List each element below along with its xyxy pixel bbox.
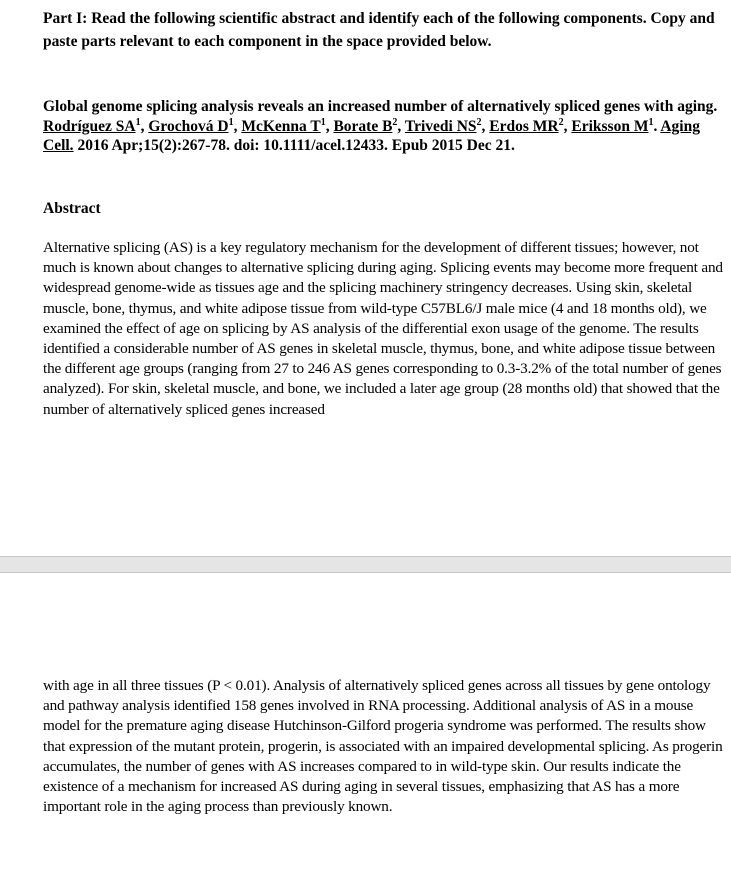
document-page-2 bbox=[0, 573, 731, 871]
author-list: Rodríguez $SA^1$, Grochová $D^1$, McKenna $T^1$, Borate $B^2$, Trivedi $NS^2$, Erdos $MR^2$, Eriksson $M^1$. bbox=[43, 116, 661, 135]
journal-link[interactable]: Aging Cell. bbox=[43, 117, 700, 154]
instructions: Part I: Read the following scientific abstract and identify each of the following components. Copy and paste parts relevant to each component in the space provided below. bbox=[43, 10, 715, 50]
author-affiliation: 1 bbox=[648, 116, 654, 128]
page-break bbox=[0, 556, 731, 573]
author-link[interactable]: Rodríguez SA bbox=[43, 117, 136, 135]
article-title: Global genome splicing analysis reveals an increased number of alternatively spliced genes with aging. bbox=[43, 98, 718, 115]
author-affiliation: 2 bbox=[392, 116, 398, 128]
author-link[interactable]: Trivedi NS bbox=[404, 117, 477, 135]
author-link[interactable]: Erdos MR bbox=[489, 117, 559, 135]
author-link[interactable]: McKenna T bbox=[241, 117, 321, 135]
abstract-heading: Abstract bbox=[43, 200, 101, 217]
article-citation-block bbox=[43, 97, 726, 156]
author-affiliation: 1 bbox=[320, 116, 326, 128]
abstract-text-part-1: Alternative splicing (AS) is a key regulatory mechanism for the development of different tissues; however, not much is known about changes to alternative splicing during aging. Splicing events may become more frequent and widespread genome-wide as tissues age and the splicing machinery stringency decreases. Using skin, skeletal muscle, bone, thymus, and white adipose tissue from wild-type C57BL6/J male mice (4 and 18 months old), we examined the effect of age on splicing by AS analysis of the differential exon usage of the genome. The results identified a considerable number of AS genes in skeletal muscle, thymus, bone, and white adipose tissue between the different age groups (ranging from 27 to 246 AS genes corresponding to 0.3-3.2% of the total number of genes analyzed). For skin, skeletal muscle, and bone, we included a later age group (28 months old) that showed that the number of alternatively spliced genes increased bbox=[43, 239, 723, 418]
citation-details: 2016 Apr;15(2):267-78. doi: 10.1111/acel.12433. Epub 2015 Dec 21. bbox=[73, 137, 515, 154]
author-link[interactable]: Eriksson M bbox=[571, 117, 649, 135]
author-affiliation: 2 bbox=[476, 116, 482, 128]
author-link[interactable]: Borate B bbox=[333, 117, 393, 135]
author-affiliation: 2 bbox=[558, 116, 564, 128]
author-affiliation: 1 bbox=[135, 116, 141, 128]
authors-line bbox=[43, 117, 726, 156]
author-link[interactable]: Grochová D bbox=[148, 117, 229, 135]
author-affiliation: 1 bbox=[228, 116, 234, 128]
abstract-text-part-2: with age in all three tissues (P < 0.01). Analysis of alternatively spliced genes across all tissues by gene ontology and pathway analysis identified 158 genes involved in RNA processing. Additional analysis of AS in a mouse model for the premature aging disease Hutchinson-Gilford progeria syndrome was performed. The results show that expression of the mutant protein, progerin, is associated with an impaired developmental splicing. As progerin accumulates, the number of genes with AS increases compared to in wild-type skin. Our results indicate the existence of a mechanism for increased AS during aging in several tissues, emphasizing that AS has a more important role in the aging process than previously known. bbox=[43, 677, 723, 816]
